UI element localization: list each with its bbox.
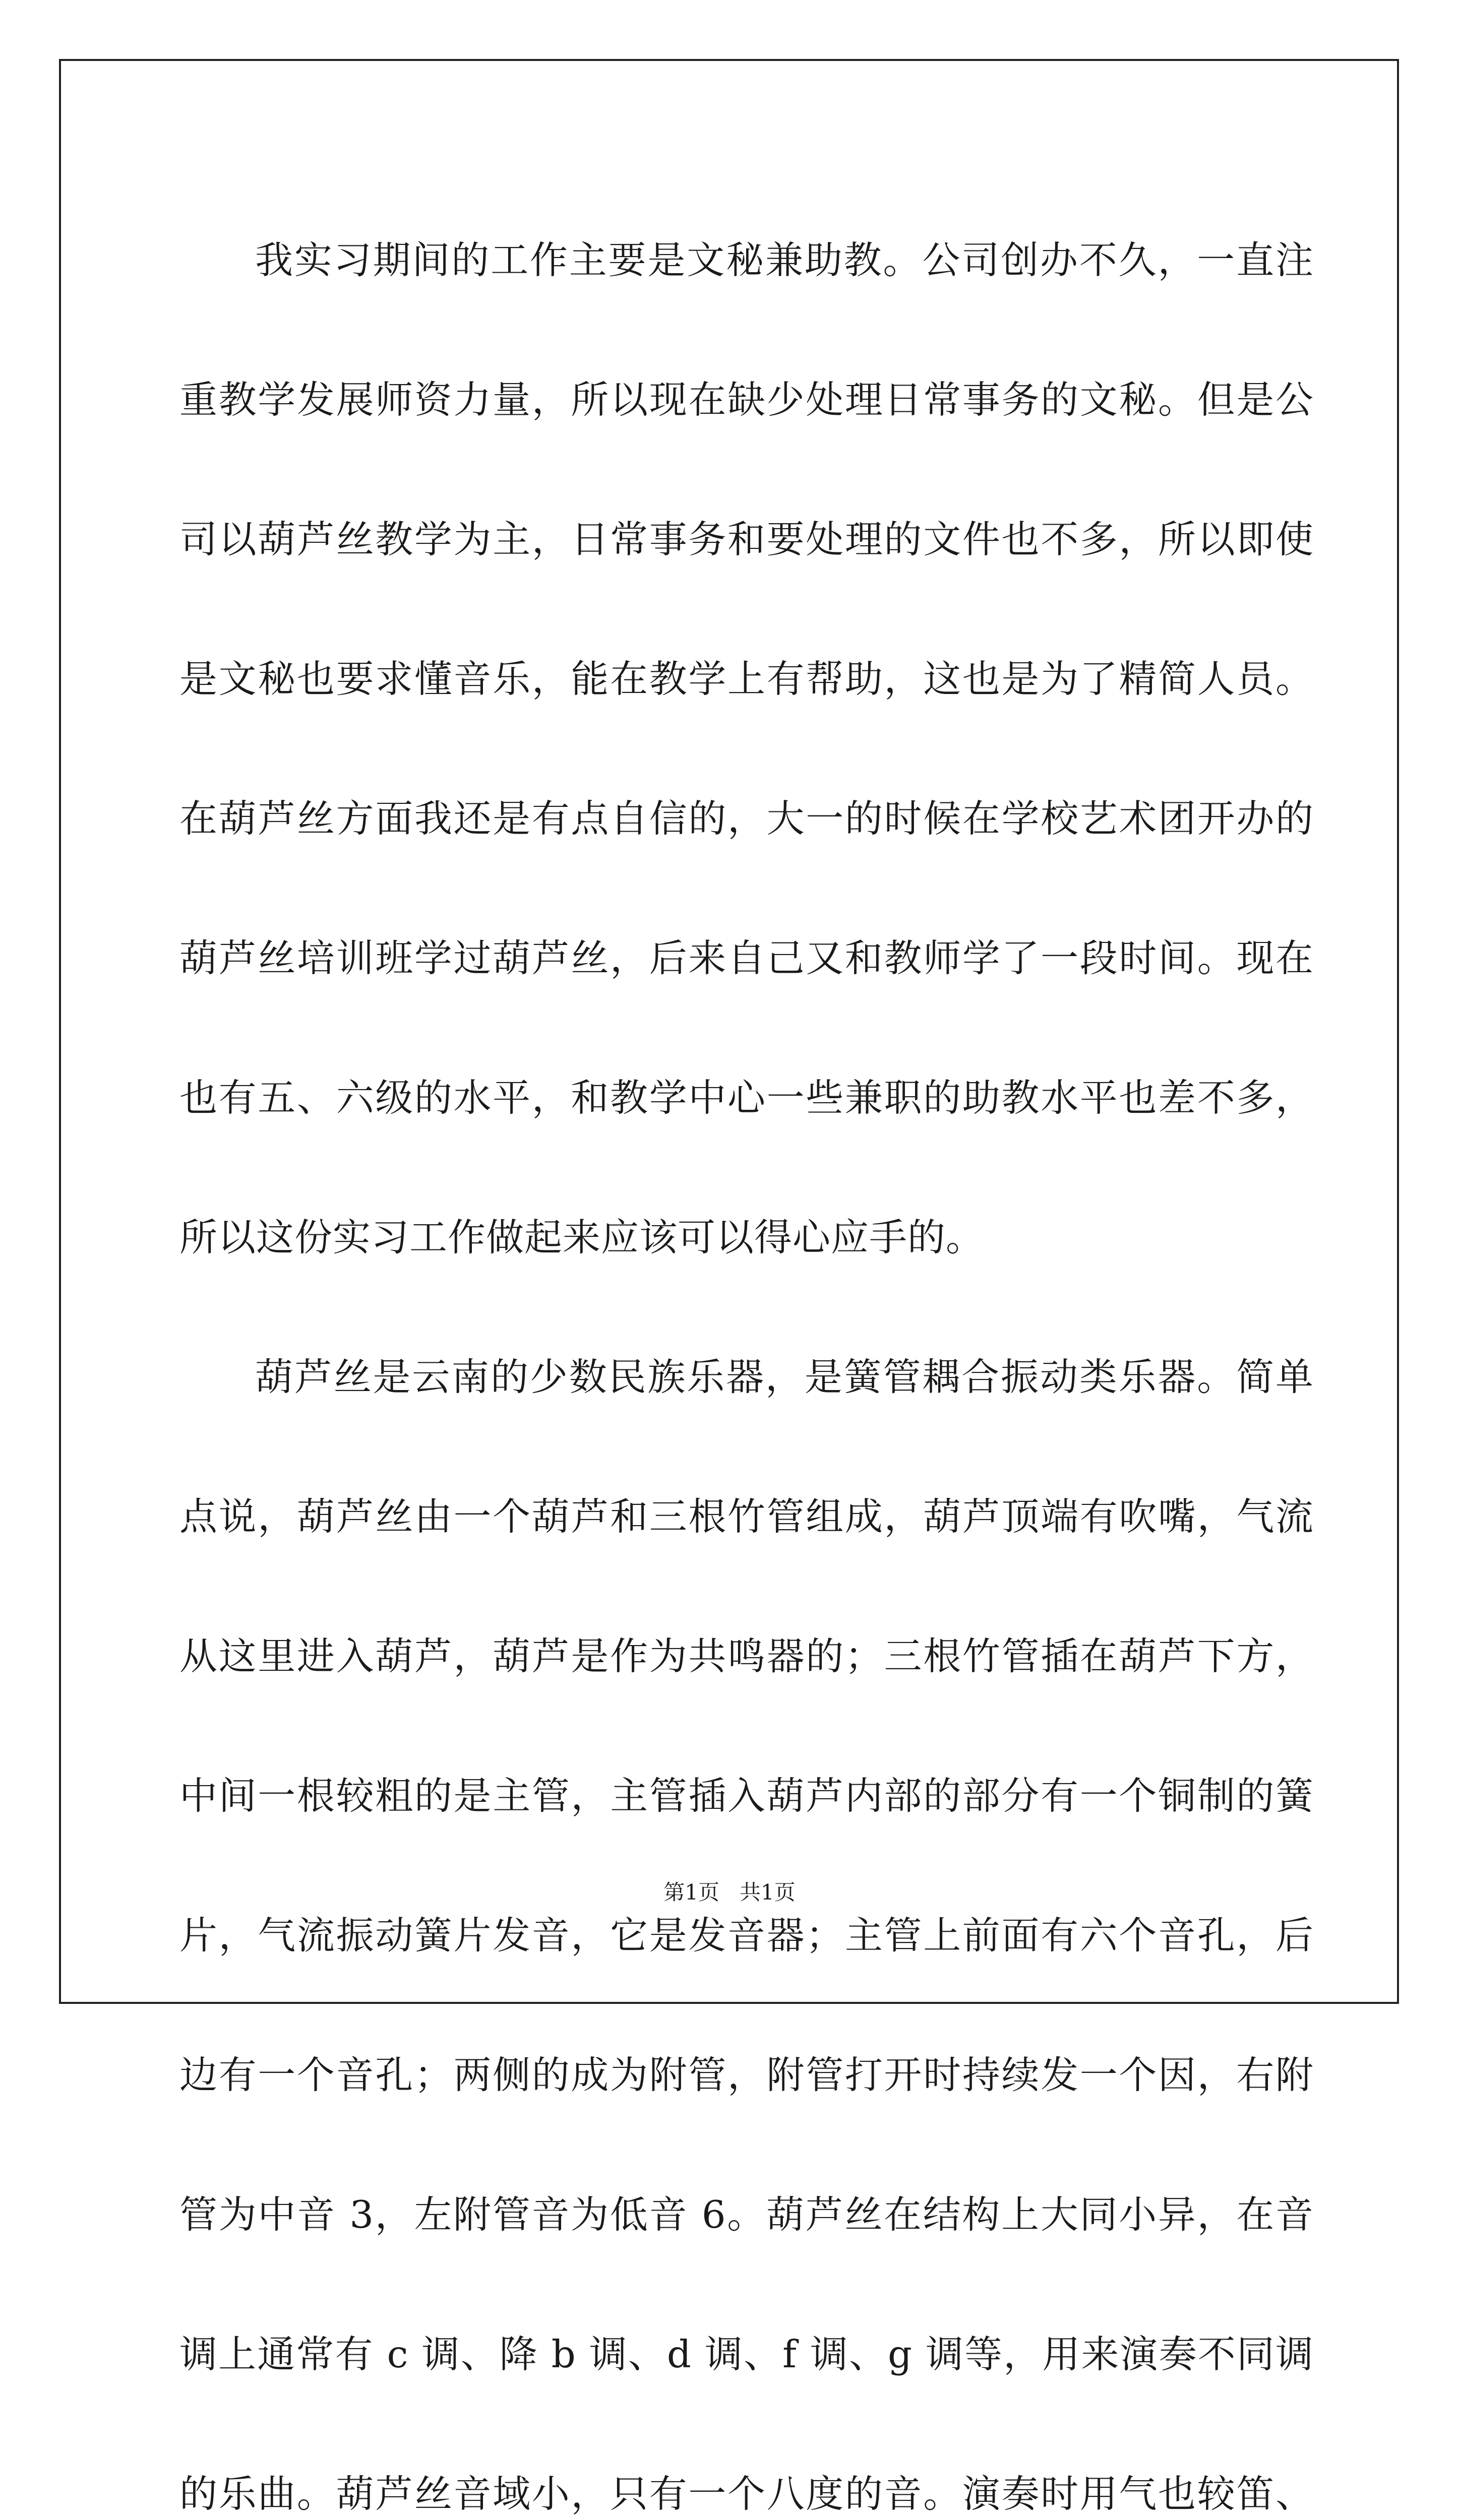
paragraph-2: 葫芦丝是云南的少数民族乐器，是簧管耦合振动类乐器。简单点说，葫芦丝由一个葫芦和三根竹管组成，葫芦顶端有吹嘴，气流从这里进入葫芦，葫芦是作为共鸣器的；三根竹管插在葫芦下方，中间一根较粗的是主管，主管插入葫芦内部的部分有一个铜制的簧片，气流振动簧片发音，它是发音器；主管上前面有六个音孔，后边有一个音孔；两侧的成为附管，附管打开时持续发一个因，右附管为中音 3，左附管音为低音 6。葫芦丝在结构上大同小异，在音调上通常有 c 调、降 b 调、d 调、f 调、g 调等，用来演奏不同调的乐曲。葫芦丝音域小，只有一个八度的音。演奏时用气也较笛、 [179, 1355, 1314, 2516]
page-number-footer: 第1页 共1页 [663, 1880, 796, 1905]
paragraph-1: 我实习期间的工作主要是文秘兼助教。公司创办不久，一直注重教学发展师资力量，所以现在缺少处理日常事务的文秘。但是公司以葫芦丝教学为主，日常事务和要处理的文件也不多，所以即使是文秘也要求懂音乐，能在教学上有帮助，这也是为了精简人员。在葫芦丝方面我还是有点自信的，大一的时候在学校艺术团开办的葫芦丝培训班学过葫芦丝，后来自己又和教师学了一段时间。现在也有五、六级的水平，和教学中心一些兼职的助教水平也差不多，所以这份实习工作做起来应该可以得心应手的。 [179, 238, 1314, 1259]
document-body [179, 191, 1314, 2520]
